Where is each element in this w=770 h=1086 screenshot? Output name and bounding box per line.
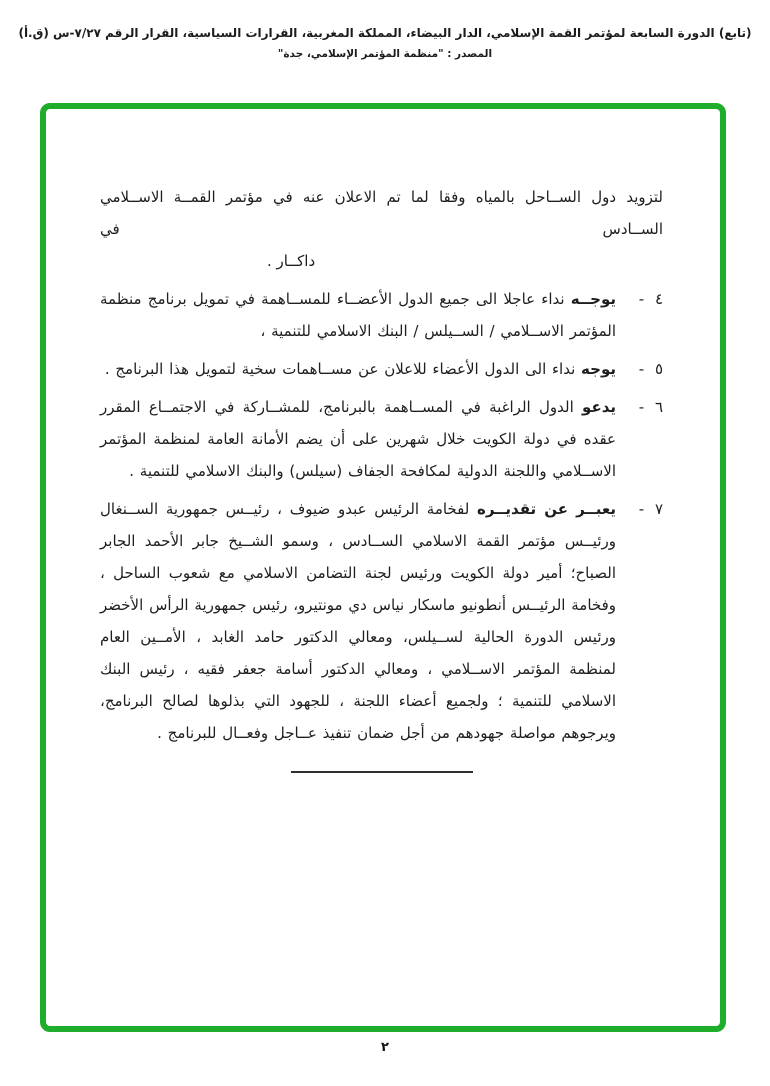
resolution-item-4 [100, 283, 663, 347]
source-value: "منظمة المؤتمر الإسلامي، جدة" [277, 48, 444, 60]
item-number: ٤ - [638, 290, 663, 308]
document-header [0, 26, 770, 60]
item-body-text: نداء الى الدول الأعضاء للاعلان عن مســاهمات سخية لتمويل هذا البرنامج . [104, 360, 582, 378]
document-title: (تابع) الدورة السابعة لمؤتمر القمة الإسلامي، الدار البيضاء، المملكة المغربية، القرارات السياسية، القرار الرقم ٧/٢٧-س (ق.أ) [18, 26, 752, 40]
intro-paragraph-line2: داكــار . [267, 252, 316, 270]
resolution-item-5 [100, 353, 663, 385]
item-lead-word: يعبــر عن تقديــره [476, 500, 616, 518]
item-text [100, 493, 616, 749]
page-border-frame [40, 103, 726, 1032]
document-body [100, 181, 663, 773]
item-body-text: الدول الراغبة في المســاهمة بالبرنامج، للمشــاركة في الاجتمــاع المقرر عقده في دولة الكويت خلال شهرين على أن يضم الأمانة العامة لمنظمة المؤتمر الاســلامي واللجنة الدولية لمكافحة الجفاف (سيلس) والبنك الاسلامي للتنمية . [100, 398, 616, 480]
source-label: المصدر : [447, 48, 493, 60]
intro-paragraph [100, 181, 663, 277]
item-lead-word: يدعو [582, 398, 616, 416]
item-body-text: لفخامة الرئيس عبدو ضيوف ، رئيــس جمهورية الســنغال ورئيــس مؤتمر القمة الاسلامي الســادس ، وسمو الشــيخ جابر الأحمد الجابر الصباح؛ أمير دولة الكويت ورئيس لجنة التضامن الاسلامي مع شعوب الساحل ، وفخامة الرئيــس أنطونيو ماسكار نياس دي مونتيرو، رئيس جمهورية الرأس الأخضر ورئيس الدورة الحالية لســيلس، ومعالي الدكتور حامد الغابد ، الأمــين العام لمنظمة المؤتمر الاســلامي ، ومعالي الدكتور أسامة جعفر فقيه ، رئيس البنك الاسلامي للتنمية ؛ ولجميع أعضاء اللجنة ، للجهود التي بذلوها لصالح البرنامج، ويرجوهم مواصلة جهودهم من أجل ضمان تنفيذ عــاجل وفعــال للبرنامج . [100, 500, 616, 742]
item-body-text: نداء عاجلا الى جميع الدول الأعضــاء للمســاهمة في تمويل برنامج منظمة المؤتمر الاســلامي / الســيلس / البنك الاسلامي للتنمية ، [100, 290, 616, 340]
item-text [100, 353, 616, 385]
intro-paragraph-line1: لتزويد دول الســاحل بالمياه وفقا لما تم الاعلان عنه في مؤتمر القمــة الاســلامي الســادس في [100, 188, 663, 238]
resolution-item-7 [100, 493, 663, 749]
item-number: ٦ - [638, 398, 663, 416]
resolution-item-6 [100, 391, 663, 487]
item-lead-word: يوجــه [570, 290, 616, 308]
item-number: ٥ - [638, 360, 663, 378]
item-lead-word: يوجه [581, 360, 616, 378]
end-of-text-rule [291, 771, 473, 773]
page-number: ٢ [381, 1040, 389, 1055]
item-number: ٧ - [638, 500, 663, 518]
item-text [100, 283, 616, 347]
document-source [0, 48, 770, 60]
item-text [100, 391, 616, 487]
